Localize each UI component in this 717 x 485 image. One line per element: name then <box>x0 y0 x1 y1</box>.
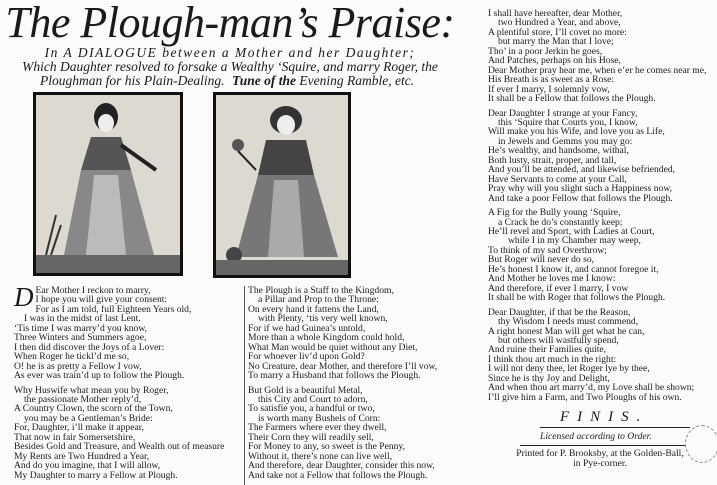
verse-line: He’s wealthy, and handsome, withal, <box>488 145 629 157</box>
subtitle-plain-dealing: Ploughman for his Plain-Dealing. <box>40 73 225 88</box>
verse-line: For, Daughter, i’ll make it appear, <box>14 422 144 434</box>
verse-line: I will not deny thee, let Roger lye by thee, <box>488 363 650 375</box>
verse-line: I’ll give him a Farm, and Two Ploughs of his own. <box>488 391 682 403</box>
verse-line: two Hundred a Year, and above, <box>498 17 621 29</box>
verse-line: My Daughter to marry a Fellow at Plough. <box>14 469 178 481</box>
verse-line: Tho’ in a poor Jerkin he goes, <box>488 45 603 57</box>
stanza <box>488 208 706 303</box>
divider-top <box>540 427 690 428</box>
verse-line: To think of my sad Overthrow; <box>488 244 607 256</box>
verse-line: And take not a Fellow that follows the Plough. <box>248 469 428 481</box>
verse-line: And when thou art marry’d, my Love shall be shown; <box>488 382 695 394</box>
verse-line: Besides Gold and Treasure, and Wealth out of measure <box>14 441 225 453</box>
stanza <box>14 282 224 382</box>
verse-line: No Creature, dear Mother, and therefore I’ll vow, <box>248 360 438 372</box>
verse-line: It shall be with Roger that follows the Plough. <box>488 292 666 304</box>
verse-line: If ever I marry, I solemnly vow, <box>488 83 610 95</box>
verse-line: For if we had Guinea’s untold, <box>248 322 366 334</box>
verse-line: Dear Mother pray hear me, when e’er he comes near me, <box>488 64 707 76</box>
verse-line: a Crack he do’s constantly keep; <box>498 216 623 228</box>
verse-line: More than a whole Kingdom could hold, <box>248 332 405 344</box>
verse-line: As ever was train’d up to follow the Plough. <box>14 370 185 382</box>
verse-line: Dear Daughter I strange at your Fancy, <box>488 107 638 119</box>
imprint-line-1: Printed for P. Brooksby, at the Golden-Ball, <box>516 448 684 459</box>
verse-line: To marry a Husband that follows the Plough. <box>248 370 421 382</box>
verse-line: He’ll revel and Sport, with Ladies at Court, <box>488 225 655 237</box>
verse-line: I was in the midst of last Lent. <box>24 313 141 325</box>
verse-line: For as I am told, full Eighteen Years old, <box>35 303 192 315</box>
verse-line: Both lusty, strait, proper, and tall, <box>488 154 617 166</box>
verse-line: It shall be a Fellow that follows the Plough. <box>488 93 656 105</box>
finis: FINIS. <box>560 409 649 425</box>
ballad-column-1 <box>14 282 225 485</box>
verse-line: That now in fair Somersetshire, <box>14 431 136 443</box>
tune-prefix: Tune of the <box>232 73 296 88</box>
verse-line: this City and Court to adorn, <box>258 393 368 405</box>
stanza <box>488 9 706 104</box>
library-stamp <box>685 425 717 463</box>
woman-with-flower-icon <box>216 95 348 275</box>
verse-line: Three Winters and Summers agoe, <box>14 332 147 344</box>
verse-line: But Gold is a beautiful Metal, <box>248 384 363 396</box>
verse-line: He’s honest I know it, and cannot foregoe it, <box>488 263 659 275</box>
verse-line: His Breath is as sweet as a Rose: <box>488 74 615 86</box>
verse-line: I hope you will give your consent: <box>35 294 168 306</box>
verse-line: Pray why will you slight such a Happiness now, <box>488 183 673 195</box>
woodcut-mother <box>33 92 183 276</box>
imprint <box>495 449 705 469</box>
verse-line: this ‘Squire that Courts you, I know, <box>498 116 638 128</box>
verse-line: Have Servants to come at your Call, <box>488 173 627 185</box>
verse-line: O! he is as pretty a Fellow I vow, <box>14 360 142 372</box>
verse-line: but others will wastfully spend, <box>498 334 619 346</box>
verse-line: When Roger he tickl’d me so, <box>14 351 130 363</box>
verse-line: And take a poor Fellow that follows the Plough. <box>488 192 673 204</box>
verse-line: while I in my Chamber may weep, <box>508 235 641 247</box>
verse-line: I think thou art much in the right: <box>488 353 617 365</box>
verse-line: For Money to any, so sweet is the Penny, <box>248 441 406 453</box>
verse-line: in Jewels and Gemms you may go: <box>498 135 633 147</box>
ballad-column-2 <box>244 286 437 485</box>
verse-line: is worth many Bushels of Corn: <box>258 412 381 424</box>
verse-line: Will make you his Wife, and love you as Life, <box>488 126 665 138</box>
ballad-title: The Plough-man’s Praise: <box>5 0 455 47</box>
divider-bottom <box>520 445 685 446</box>
stanza <box>248 386 437 481</box>
verse-line: For whoever liv’d upon Gold? <box>248 351 365 363</box>
verse-line: Their Corn they will readily sell, <box>248 431 374 443</box>
subtitle-description: Which Daughter resolved to forsake a Wealthy ‘Squire, and marry Roger, the <box>22 59 438 74</box>
verse-line: But Roger will never do so, <box>488 254 595 266</box>
verse-line: I then did discover the Joys of a Lover: <box>14 341 165 353</box>
verse-line: a Pillar and Prop to the Throne: <box>258 294 379 306</box>
verse-line: And Mother he loves me I know: <box>488 273 616 285</box>
verse-line: but marry the Man that I love; <box>498 36 614 48</box>
license-note: Licensed according to Order. <box>540 431 652 442</box>
verse-line: What Man would be quiet without any Diet, <box>248 341 418 353</box>
verse-line: the passionate Mother reply’d, <box>24 393 142 405</box>
verse-line: And Patches, perhaps on his Hose, <box>488 55 621 67</box>
verse-line: And you’ll be attended, and likewise befriended, <box>488 164 676 176</box>
imprint-line-2: in Pye-corner. <box>573 458 627 469</box>
verse-line: On every hand it fattens the Land, <box>248 303 379 315</box>
stanza <box>248 286 437 381</box>
stanza <box>488 109 706 204</box>
verse-line: A plentiful store, I’ll covet no more: <box>488 26 627 38</box>
verse-line: Why Huswife what mean you by Roger, <box>14 384 169 396</box>
ballad-column-3 <box>488 9 706 407</box>
verse-line: And ruine their Families quite, <box>488 344 607 356</box>
verse-line: thy Wisdom I needs must commend, <box>498 316 639 328</box>
verse-line: Since he is thy Joy and Delight, <box>488 372 610 384</box>
stanza <box>488 308 706 403</box>
verse-line: A Country Clown, the scorn of the Town, <box>14 403 173 415</box>
verse-line: you may be a Gentleman’s Bride: <box>24 412 153 424</box>
verse-line: The Farmers where ever they dwell, <box>248 422 387 434</box>
verse-line: The Plough is a Staff to the Kingdom, <box>248 285 394 296</box>
woman-figure-icon <box>36 95 180 273</box>
tune-name: Evening Ramble, etc. <box>299 73 415 88</box>
subtitle-dialogue: In A DIALOGUE between a Mother and her Daughter; <box>44 45 416 60</box>
verse-line: A right honest Man will get what he can, <box>488 325 645 337</box>
verse-line: ‘Tis time I was marry’d you know, <box>14 322 148 334</box>
verse-line: And therefore, dear Daughter, consider this now, <box>248 460 435 472</box>
verse-line: Without it, there’s none can live well, <box>248 450 393 462</box>
verse-line: A Fig for the Bully young ‘Squire, <box>488 207 621 219</box>
verse-line: I shall have hereafter, dear Mother, <box>488 8 623 19</box>
tune-line <box>232 74 414 88</box>
verse-text: Ear Mother I reckon to marry, <box>35 285 151 296</box>
stanza <box>14 386 224 481</box>
verse-line: with Plenty, ‘tis very well known, <box>258 313 388 325</box>
verse-line: My Rents are Two Hundred a Year, <box>14 450 150 462</box>
woodcut-daughter <box>213 92 351 278</box>
verse-line: And therefore, if ever I marry, I vow <box>488 282 629 294</box>
verse-line: Dear Daughter, if that be the Reason, <box>488 306 631 318</box>
verse-line: To satisfie you, a handful or two, <box>248 403 375 415</box>
drop-cap: D <box>14 282 34 312</box>
verse-line: And do you imagine, that I will allow, <box>14 460 161 472</box>
